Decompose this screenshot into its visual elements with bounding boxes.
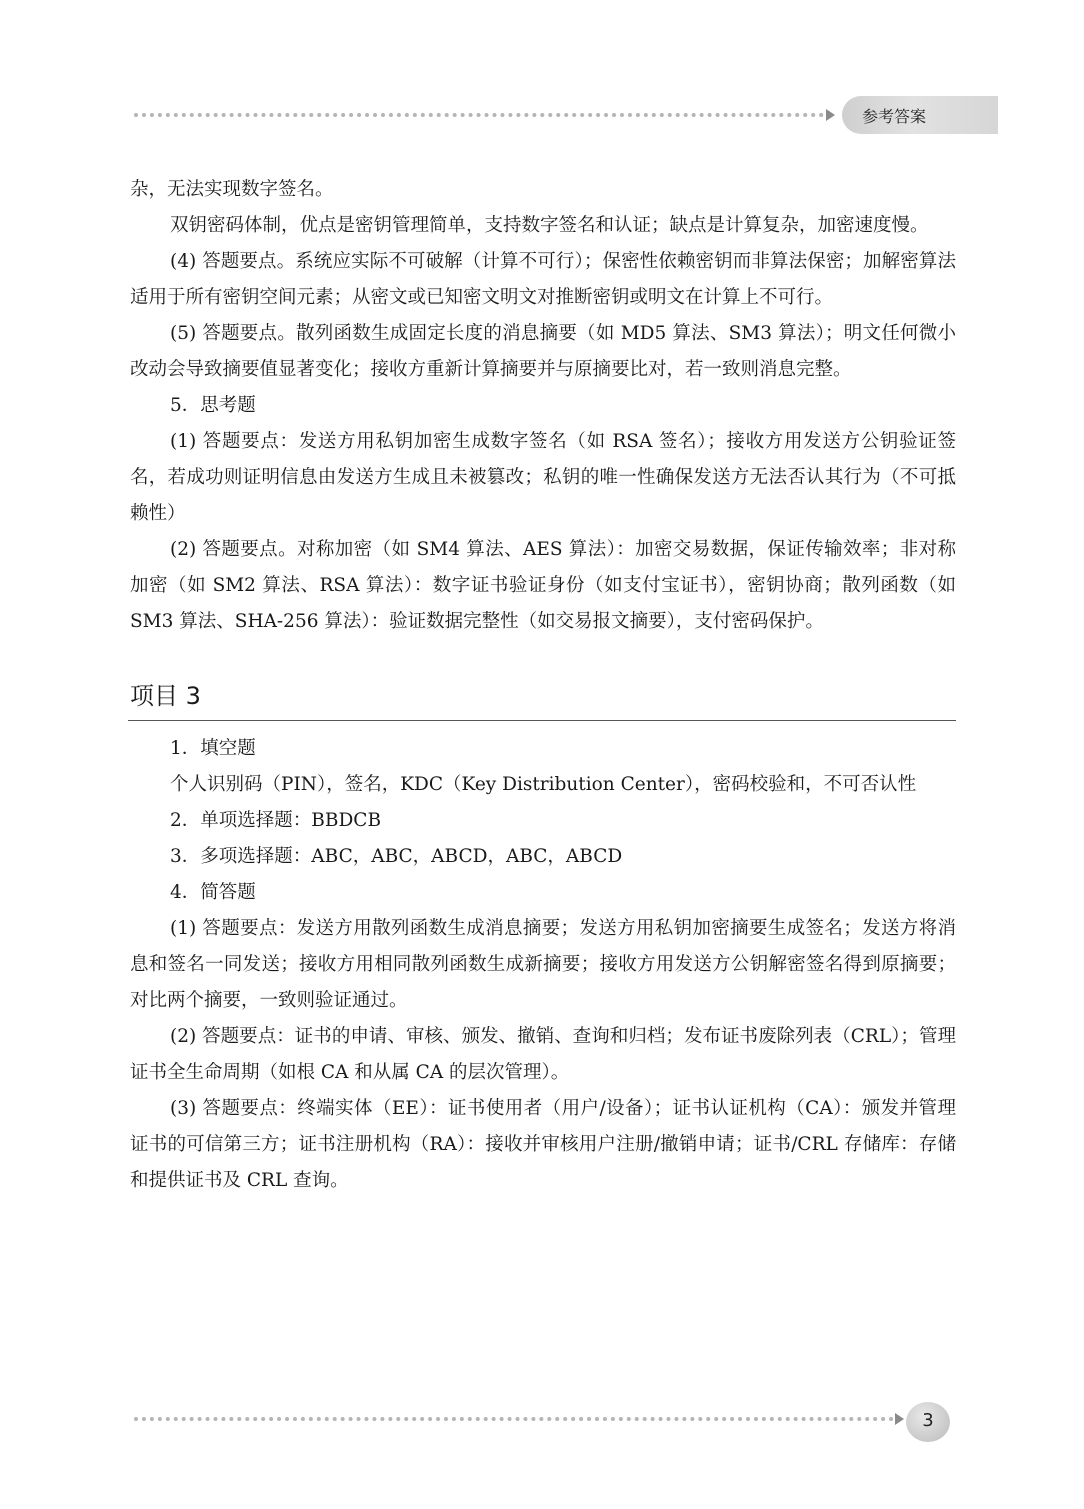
header-label: 参考答案: [862, 107, 927, 126]
paragraph: (3) 答题要点：终端实体（EE）：证书使用者（用户/设备）；证书认证机构（CA）：颁发并管理证书的可信第三方；证书注册机构（RA）：接收并审核用户注册/撤销申请；证书/CRL 存储库：存储和提供证书及 CRL 查询。: [130, 1098, 956, 1191]
paragraph: (1) 答题要点：发送方用散列函数生成消息摘要；发送方用私钥加密摘要生成签名；发送方将消息和签名一同发送；接收方用相同散列函数生成新摘要；接收方用发送方公钥解密签名得到原摘要；对比两个摘要，一致则验证通过。: [130, 918, 956, 1011]
paragraph: 5．思考题: [170, 395, 256, 416]
paragraph: 个人识别码（PIN），签名，KDC（Key Distribution Center），密码校验和，不可否认性: [170, 774, 917, 795]
paragraph: 杂，无法实现数字签名。: [130, 179, 334, 200]
answers-block-bottom: [130, 731, 956, 1199]
paragraph: (1) 答题要点：发送方用私钥加密生成数字签名（如 RSA 签名）；接收方用发送方公钥验证签名，若成功则证明信息由发送方生成且未被篡改；私钥的唯一性确保发送方无法否认其行为（不可抵赖性）: [130, 431, 956, 524]
paragraph: 4．简答题: [170, 882, 256, 903]
section-title: 项目 3: [130, 682, 201, 710]
page-content: [130, 172, 956, 1199]
page-number: 3: [922, 1410, 934, 1431]
section-divider: [128, 720, 956, 721]
footer-dotted-line: [134, 1417, 894, 1421]
paragraph: (2) 答题要点。对称加密（如 SM4 算法、AES 算法）：加密交易数据，保证传输效率；非对称加密（如 SM2 算法、RSA 算法）：数字证书验证身份（如支付宝证书），密钥协商；散列函数（如 SM3 算法、SHA-256 算法）：验证数据完整性（如交易报文摘要），支付密码保护。: [130, 539, 956, 632]
header-dotted-line: [134, 113, 824, 117]
header-arrow-icon: [826, 109, 835, 121]
paragraph: 3．多项选择题：ABC，ABC，ABCD，ABC，ABCD: [170, 846, 623, 867]
footer-arrow-icon: [895, 1413, 904, 1425]
paragraph: (4) 答题要点。系统应实际不可破解（计算不可行）；保密性依赖密钥而非算法保密；加解密算法适用于所有密钥空间元素；从密文或已知密文明文对推断密钥或明文在计算上不可行。: [130, 251, 956, 308]
paragraph: (2) 答题要点：证书的申请、审核、颁发、撤销、查询和归档；发布证书废除列表（CRL）；管理证书全生命周期（如根 CA 和从属 CA 的层次管理）。: [130, 1026, 956, 1083]
paragraph: (5) 答题要点。散列函数生成固定长度的消息摘要（如 MD5 算法、SM3 算法）；明文任何微小改动会导致摘要值显著变化；接收方重新计算摘要并与原摘要比对，若一致则消息完整。: [130, 323, 956, 380]
paragraph: 双钥密码体制，优点是密钥管理简单，支持数字签名和认证；缺点是计算复杂，加密速度慢。: [170, 215, 929, 236]
answers-block-top: [130, 172, 956, 640]
paragraph: 2．单项选择题：BBDCB: [170, 810, 382, 831]
paragraph: 1．填空题: [170, 738, 256, 759]
